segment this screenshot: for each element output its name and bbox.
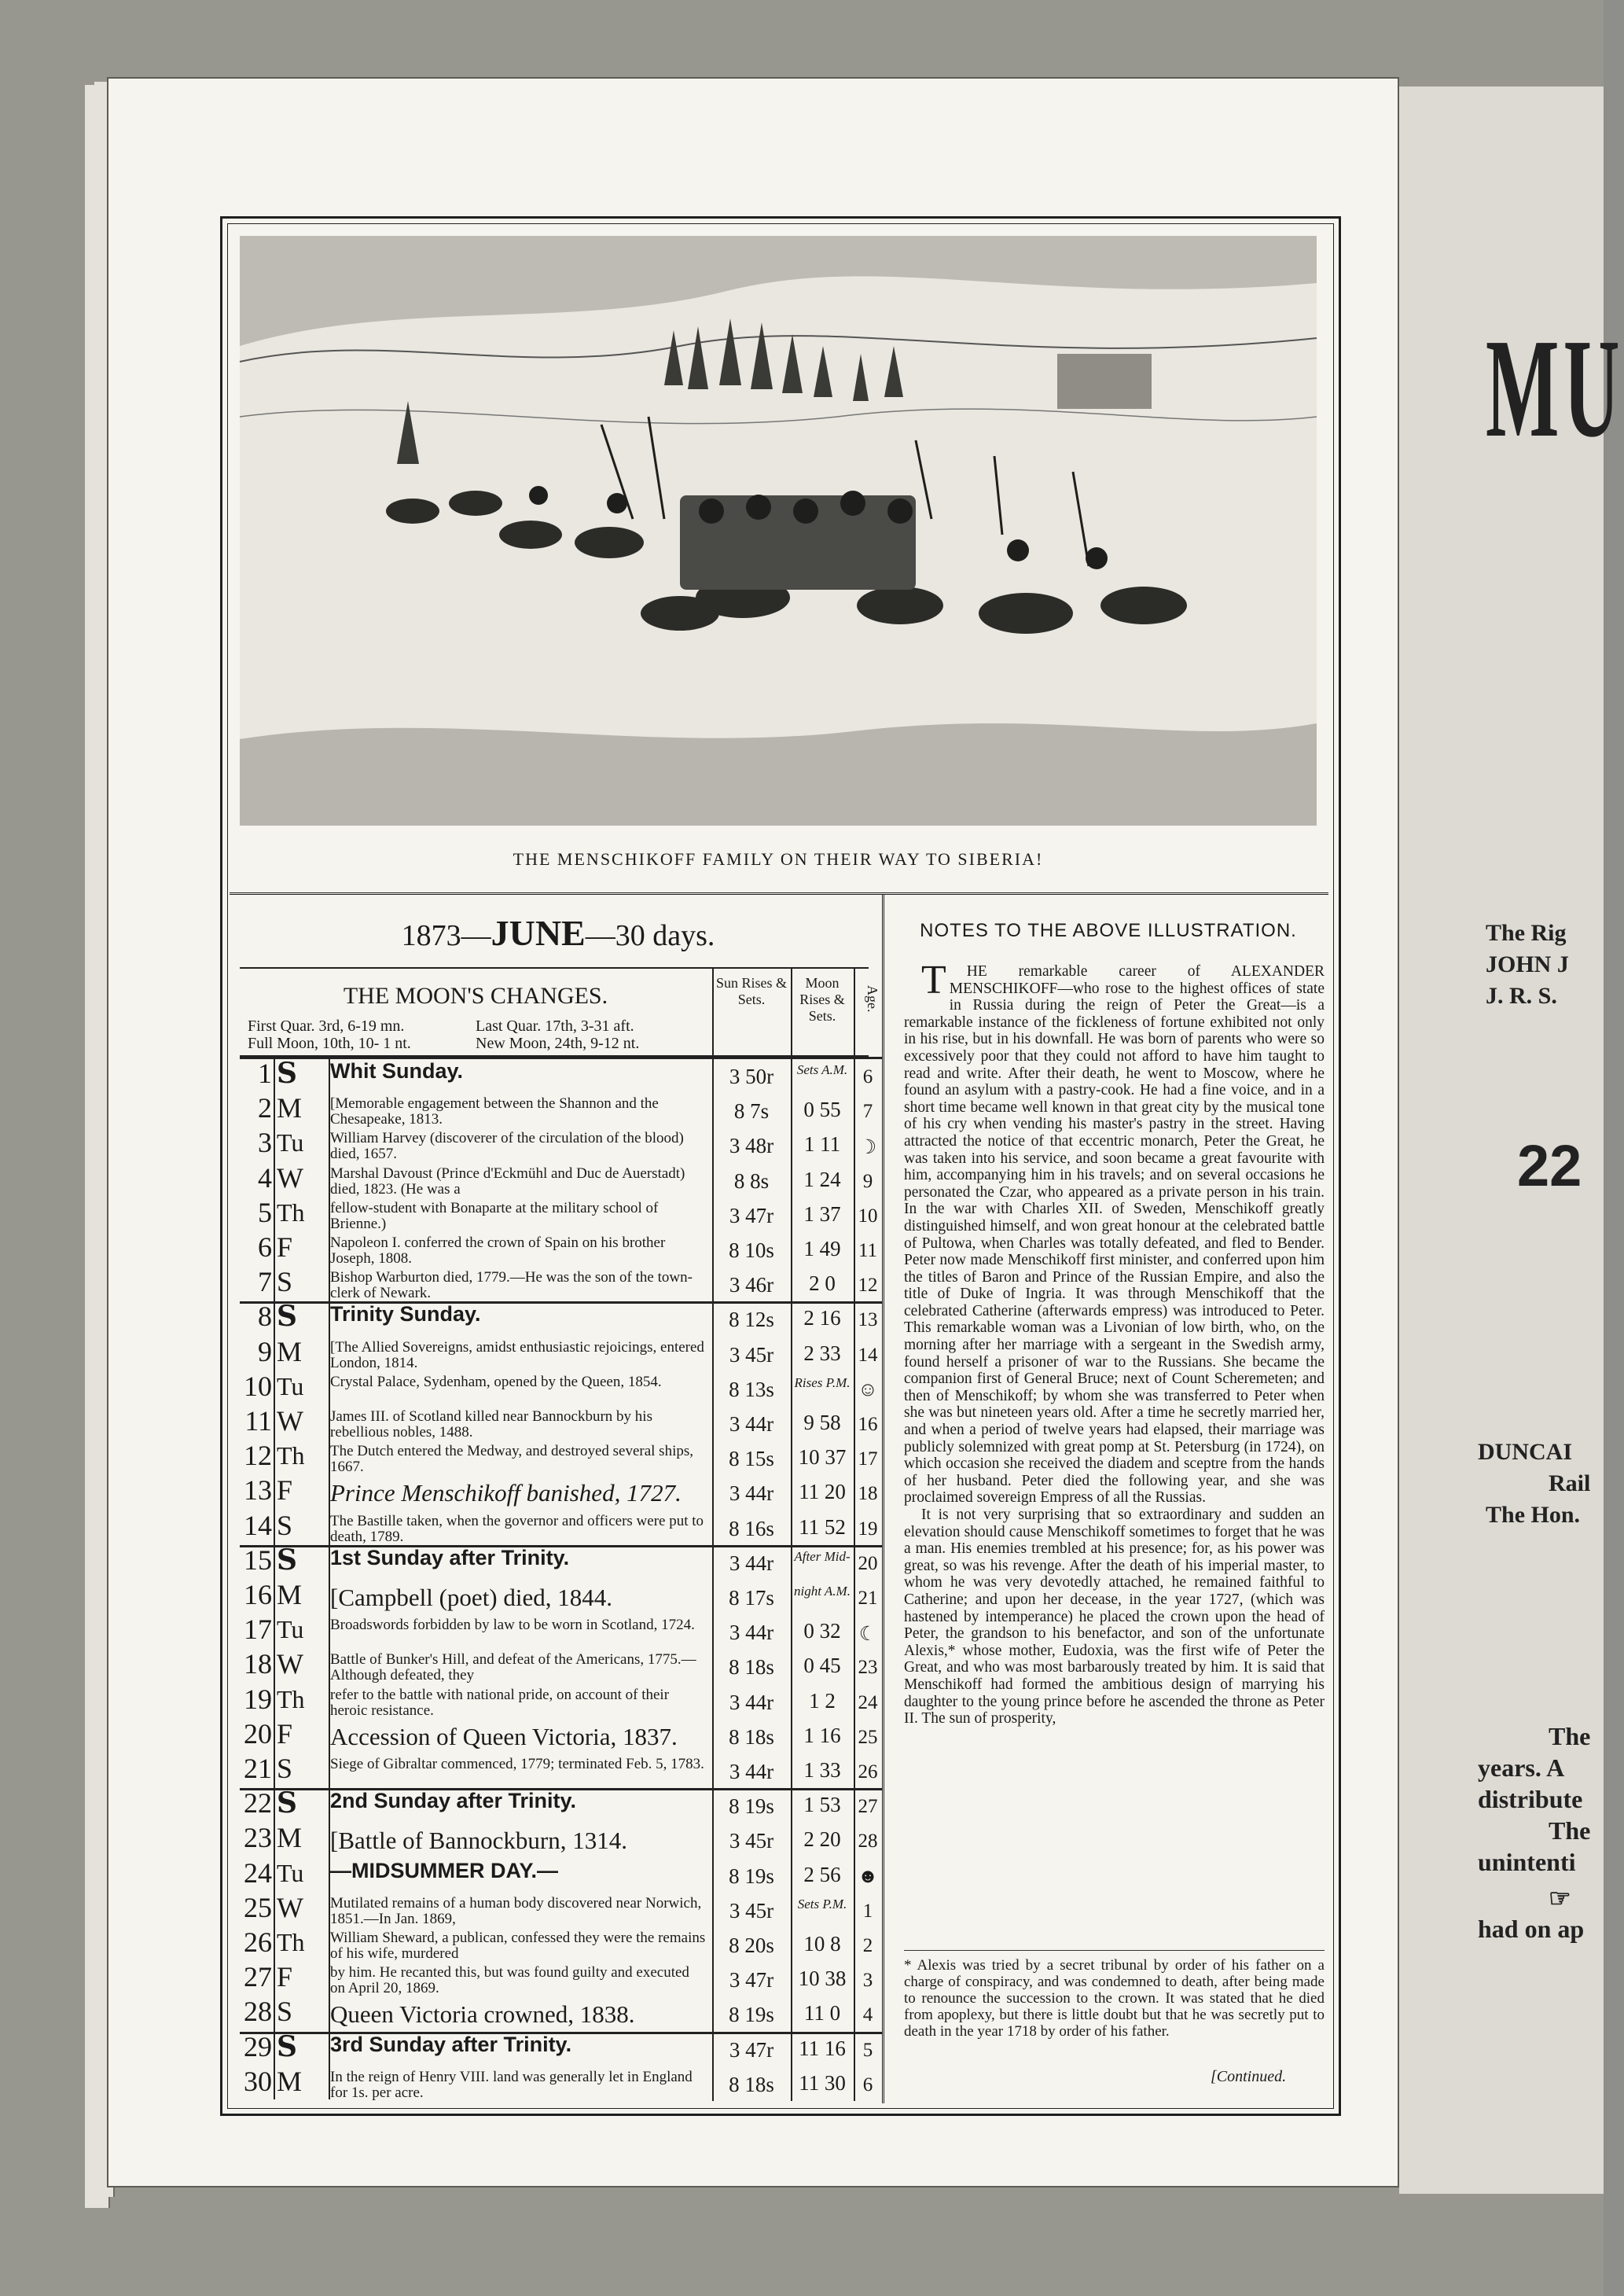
week-divider: [240, 1545, 882, 1547]
day-number: 5: [258, 1196, 272, 1228]
right-number: 22: [1517, 1133, 1582, 1198]
moon-rise-set: 1 16: [803, 1723, 841, 1747]
sun-rise-set: 8 18s: [729, 1655, 774, 1680]
weekday: W: [277, 1648, 303, 1680]
month-year: 1873—: [401, 919, 491, 952]
month-days: —30 days.: [585, 919, 715, 952]
weekday: W: [277, 1161, 303, 1194]
event-text: Accession of Queen Victoria, 1837.: [330, 1722, 678, 1750]
moon-age: 24: [858, 1691, 878, 1713]
event-text: James III. of Scotland killed near Bannockburn by his rebellious nobles, 1488.: [330, 1408, 652, 1441]
day-number: 25: [244, 1891, 272, 1923]
weekday: Th: [277, 1928, 305, 1956]
sun-rise-set: 8 8s: [733, 1168, 770, 1193]
moon-age: 3: [862, 1970, 873, 1992]
moon-age: 13: [858, 1309, 878, 1331]
weekday: M: [277, 1335, 303, 1367]
col-line: [274, 1058, 275, 2099]
event-text: Bishop Warburton died, 1779.—He was the son of the town-clerk of Newark.: [330, 1269, 693, 1302]
sun-rise-set: 3 44r: [729, 1621, 774, 1645]
event-text: Trinity Sunday.: [330, 1302, 481, 1326]
sun-rise-set: 8 12s: [729, 1308, 774, 1332]
moon-rise-set: night A.M.: [794, 1584, 851, 1599]
moon-age: ☽: [858, 1137, 877, 1159]
moon-age: 16: [858, 1414, 878, 1435]
day-number: 7: [258, 1266, 272, 1298]
week-divider: [240, 1057, 882, 1059]
sun-rise-set: 8 10s: [729, 1238, 774, 1262]
right-page: [1399, 86, 1624, 2194]
sun-rise-set: 3 44r: [729, 1412, 774, 1436]
weekday: S: [277, 1996, 293, 2028]
sun-rise-set: 8 19s: [729, 1864, 774, 1888]
day-number: 18: [244, 1648, 272, 1680]
moon-age: 7: [862, 1101, 873, 1123]
event-text: The Dutch entered the Medway, and destroyed several ships, 1667.: [330, 1443, 694, 1476]
sun-rise-set: 3 50r: [729, 1065, 774, 1088]
day-number: 1: [258, 1058, 272, 1089]
sun-rise-set: 8 7s: [733, 1099, 770, 1124]
last-quarter: Last Quar. 17th, 3-31 aft.: [476, 1017, 634, 1035]
moon-rise-set: 9 58: [803, 1411, 841, 1434]
event-text: —MIDSUMMER DAY.—: [330, 1858, 559, 1882]
notes-title: NOTES TO THE ABOVE ILLUSTRATION.: [920, 920, 1297, 941]
moon-rise-set: 2 33: [803, 1341, 841, 1365]
moon-age: 12: [858, 1275, 878, 1297]
moon-rise-set: 2 56: [803, 1862, 841, 1886]
masthead: MU: [1486, 310, 1624, 466]
week-divider: [240, 2032, 882, 2034]
day-number: 2: [258, 1092, 272, 1124]
sun-rise-set: 3 44r: [729, 1690, 774, 1714]
day-number: 6: [258, 1231, 272, 1263]
moon-age: 27: [858, 1796, 878, 1818]
sun-rise-set: 8 18s: [729, 1724, 774, 1749]
moon-rise-set: 10 37: [798, 1445, 847, 1470]
day-number: 20: [244, 1717, 272, 1750]
day-number: 23: [244, 1822, 272, 1854]
sunday-mark: S: [277, 2029, 297, 2063]
day-number: 21: [244, 1753, 272, 1784]
sun-rise-set: 3 44r: [729, 1551, 774, 1575]
moon-age: 26: [858, 1761, 878, 1783]
weekday: F: [277, 1717, 293, 1750]
moon-rise-set: 1 33: [803, 1758, 841, 1782]
pointing-hand-icon: ☞: [1549, 1884, 1571, 1912]
event-text: In the reign of Henry VIII. land was generally let in England for 1s. per acre.: [330, 2068, 693, 2101]
moon-age: ☺: [858, 1378, 878, 1400]
weekday: Th: [277, 1198, 305, 1227]
moon-rise-set: Sets P.M.: [797, 1896, 847, 1911]
weekday: Tu: [277, 1615, 304, 1644]
notes-text: [904, 958, 1325, 1728]
weekday: Tu: [277, 1128, 304, 1157]
weekday: M: [277, 1092, 303, 1124]
weekday: M: [277, 2065, 303, 2097]
weekday: W: [277, 1891, 303, 1923]
event-text: William Sheward, a publican, confessed they were the remains of his wife, murdered: [330, 1930, 706, 1962]
event-text: 2nd Sunday after Trinity.: [330, 1789, 577, 1813]
event-text: Broadswords forbidden by law to be worn in Scotland, 1724.: [330, 1617, 695, 1634]
moon-rise-set: 1 2: [809, 1688, 836, 1713]
moon-rise-set: 1 49: [803, 1237, 841, 1260]
sun-rise-set: 3 46r: [729, 1273, 774, 1297]
section-divider: [230, 892, 1328, 895]
day-number: 29: [244, 2030, 272, 2062]
moon-changes-title: THE MOON'S CHANGES.: [343, 983, 608, 1009]
day-number: 15: [244, 1544, 272, 1576]
moon-rise-set: 1 53: [803, 1793, 841, 1817]
moon-age: ☾: [858, 1624, 877, 1646]
moon-age: 11: [858, 1240, 878, 1261]
weekday: F: [277, 1961, 293, 1993]
event-text: 1st Sunday after Trinity.: [330, 1545, 570, 1569]
moon-rise-set: 10 38: [798, 1967, 847, 1991]
moon-rise-set: 11 52: [799, 1514, 846, 1539]
event-text: The Bastille taken, when the governor and officers were put to death, 1789.: [330, 1512, 704, 1545]
week-divider: [240, 1788, 882, 1790]
moon-age: 17: [858, 1448, 878, 1470]
sun-rise-set: 3 44r: [729, 1760, 774, 1783]
event-text: [The Allied Sovereigns, amidst enthusiastic rejoicings, entered London, 1814.: [330, 1338, 704, 1371]
moon-age: 9: [862, 1170, 873, 1192]
right-line: The: [1549, 1722, 1591, 1750]
moon-age: 4: [862, 2004, 873, 2026]
notes-paragraph: THE remarkable career of ALEXANDER MENSCHIKOFF—who rose to the highest offices of state in Russia during the reign of Peter the Great—is a remarkable instance of the fickleness of fortune exhibited not only in his rise, but in his downfall. He was born of parents who were so excessively poor that they could not afford to have him taught to read and write. After their death, he went to Moscow, where he found an asylum with a pastry-cook. He had a fine voice, and in a short time became well known in that great city by the musical tone of his cry when vending his master's pastry in the street. Having attracted the notice of that eccentric monarch, Peter the Great, he was taken into his service, and soon became a great favourite with him, accompanying him in his travels; and on several occasions he personated the Czar, who appeared as a private person in his train. In the war with Charles XII. of Sweden, Menschikoff greatly distinguished himself, and won great honour at the celebrated battle of Pultowa, when Charles was totally defeated, and fled to Bender. Peter now made Menschikoff first minister, and conferred upon him the titles of Baron and Prince of the Russian Empire, and also the title of Duke of Ingria. It was through Menschikoff that the celebrated Catherine (afterwards empress) was introduced to Peter. This remarkable woman was a Livonian of low birth, who, on the morning after her marriage with a sergeant in the Swedish army, found herself a prisoner of war to the Russians. She became the companion first of General Bruce; next of Count Scheremeten; and then of Menschikoff; by whom she was transferred to Peter when she was but nineteen years old. After a time he secretly married her, and when a period of twelve years had elapsed, their marriage was publicly solemnized with great pomp at St. Petersburg (in 1724), on which occasion she received the diadem and sceptre from the hands of her husband. Peter died the following year, and she was proclaimed sovereign Empress of all the Russias.: [904, 958, 1325, 1507]
moon-age: 5: [862, 2039, 873, 2061]
event-text: Marshal Davoust (Prince d'Eckmühl and Duc de Auerstadt) died, 1823. (He was a: [330, 1165, 685, 1198]
right-line: Rail: [1549, 1470, 1591, 1496]
moon-rise-set: After Mid-: [794, 1548, 851, 1564]
moon-header: Moon Rises & Sets.: [799, 975, 845, 1024]
moon-rise-set: 11 30: [799, 2070, 846, 2095]
sun-rise-set: 8 17s: [729, 1586, 774, 1610]
event-text: Prince Menschikoff banished, 1727.: [330, 1479, 682, 1507]
event-text: Napoleon I. conferred the crown of Spain on his brother Joseph, 1808.: [330, 1234, 666, 1267]
sun-rise-set: 3 44r: [729, 1481, 774, 1506]
sun-rise-set: 3 47r: [729, 2037, 774, 2062]
day-number: 12: [244, 1440, 272, 1472]
event-text: Mutilated remains of a human body discovered near Norwich, 1851.—In Jan. 1869,: [330, 1894, 702, 1927]
right-line: DUNCAI: [1478, 1439, 1572, 1465]
moon-age: 19: [858, 1518, 878, 1540]
day-number: 9: [258, 1335, 272, 1367]
sunday-mark: S: [277, 1543, 297, 1577]
day-number: 17: [244, 1613, 272, 1646]
moon-age: 2: [862, 1935, 873, 1956]
weekday: S: [277, 1266, 293, 1298]
moon-age: 21: [858, 1588, 878, 1609]
event-text: 3rd Sunday after Trinity.: [330, 2032, 572, 2056]
day-number: 3: [258, 1127, 272, 1159]
moon-rise-set: 11 16: [799, 2036, 846, 2060]
weekday: Th: [277, 1441, 305, 1470]
right-line: JOHN J: [1486, 951, 1569, 977]
month-title: [236, 912, 880, 954]
moon-rise-set: 1 24: [803, 1167, 841, 1191]
day-number: 4: [258, 1161, 272, 1194]
moon-rise-set: 2 20: [803, 1827, 841, 1852]
sun-header: Sun Rises & Sets.: [715, 975, 788, 1007]
sun-rise-set: 3 45r: [729, 1829, 774, 1853]
weekday: S: [277, 1509, 293, 1541]
event-text: fellow-student with Bonaparte at the military school of Brienne.): [330, 1199, 659, 1232]
moon-age: 10: [858, 1205, 878, 1227]
moon-age: 25: [858, 1726, 878, 1748]
moon-age: 1: [862, 1900, 873, 1922]
age-header: Age.: [865, 984, 880, 1013]
weekday: M: [277, 1579, 303, 1610]
right-line: had on ap: [1478, 1915, 1585, 1943]
day-number: 14: [244, 1509, 272, 1541]
day-number: 24: [244, 1856, 272, 1889]
right-line: distribute: [1478, 1785, 1583, 1813]
weekday: Th: [277, 1684, 305, 1713]
column-divider: [882, 895, 884, 2103]
sunday-mark: S: [277, 1057, 297, 1090]
event-text: by him. He recanted this, but was found guilty and executed on April 20, 1869.: [330, 1964, 689, 1997]
sun-rise-set: 3 48r: [729, 1134, 774, 1158]
engraving-illustration: [240, 236, 1317, 826]
right-line: J. R. S.: [1486, 983, 1557, 1009]
moon-rise-set: 11 20: [799, 1480, 846, 1504]
moon-rise-set: Sets A.M.: [796, 1062, 848, 1077]
moon-age: 23: [858, 1657, 878, 1679]
right-line: The Hon.: [1486, 1502, 1581, 1528]
moon-rise-set: 2 0: [809, 1271, 836, 1296]
event-text: Crystal Palace, Sydenham, opened by the Queen, 1854.: [330, 1373, 662, 1390]
sunday-mark: S: [277, 1786, 297, 1820]
moon-age: 6: [862, 2073, 873, 2095]
sun-rise-set: 8 13s: [729, 1377, 774, 1401]
sun-rise-set: 3 47r: [729, 1968, 774, 1992]
moon-age: 14: [858, 1344, 878, 1366]
month-name: JUNE: [491, 913, 586, 953]
moon-age: 6: [862, 1066, 873, 1087]
moon-rise-set: Rises P.M.: [794, 1374, 851, 1390]
first-quarter: First Quar. 3rd, 6-19 mn.: [248, 1017, 405, 1035]
footnote: * Alexis was tried by a secret tribunal by order of his father on a charge of conspiracy, and was condemned to death, after being made to renounce the succession to the crown. It was stated that he died from apoplexy, but there is little doubt but that he was secretly put to death in the year 1718 by order of his father.: [904, 1950, 1325, 2040]
day-number: 26: [244, 1926, 272, 1958]
day-number: 28: [244, 1996, 272, 2028]
weekday: Tu: [277, 1858, 304, 1887]
moon-age: 28: [858, 1831, 878, 1853]
day-number: 10: [244, 1370, 272, 1402]
illustration-caption: THE MENSCHIKOFF FAMILY ON THEIR WAY TO SIBERIA!: [513, 849, 1044, 869]
weekday: W: [277, 1405, 303, 1437]
moon-rise-set: 10 8: [803, 1932, 841, 1956]
week-divider: [240, 1301, 882, 1304]
day-number: 8: [258, 1301, 272, 1333]
moon-rise-set: 11 0: [803, 2001, 841, 2026]
event-text: Battle of Bunker's Hill, and defeat of the Americans, 1775.—Although defeated, they: [330, 1651, 696, 1684]
moon-rise-set: 2 16: [803, 1306, 841, 1330]
moon-rise-set: 0 32: [803, 1619, 841, 1643]
right-line: unintenti: [1478, 1848, 1576, 1876]
moon-age: 18: [858, 1483, 878, 1505]
event-text: [Memorable engagement between the Shannon and the Chesapeake, 1813.: [330, 1095, 659, 1128]
moon-rise-set: 0 45: [803, 1654, 841, 1678]
weekday: Tu: [277, 1371, 304, 1400]
weekday: F: [277, 1231, 293, 1263]
notes-paragraph: It is not very surprising that so extraordinary and sudden an elevation should cause Menschikoff sometimes to forget that he was a man. His enemies trembled at his presence; for, as his power was great, so was his revenge. After the death of his imperial master, to whom he was very devotedly attached, he remained faithful to Catherine; and upon her decease, in the year 1727, (which was hastened by intemperance) he placed the crown upon the head of Peter, the grandson to his benefactor, and son of the unfortunate Alexis,* whose mother, Eudoxia, was the first wife of Peter the Great, and who was most barbarously treated by him. It is said that Menschikoff had formed the ambitious design of marrying his daughter to the young prince before he ascended the throne as Peter II. The sun of prosperity,: [904, 1507, 1325, 1728]
event-text: Queen Victoria crowned, 1838.: [330, 2000, 635, 2029]
day-number: 19: [244, 1683, 272, 1715]
sun-rise-set: 3 45r: [729, 1342, 774, 1367]
event-text: William Harvey (discoverer of the circulation of the blood) died, 1657.: [330, 1130, 684, 1163]
sun-rise-set: 3 45r: [729, 1898, 774, 1923]
new-moon: New Moon, 24th, 9-12 nt.: [476, 1035, 640, 1052]
sun-rise-set: 8 20s: [729, 1934, 774, 1957]
moon-rise-set: 0 55: [803, 1098, 841, 1122]
day-number: 13: [244, 1474, 272, 1507]
day-number: 16: [244, 1579, 272, 1610]
event-text: refer to the battle with national pride, on account of their heroic resistance.: [330, 1686, 670, 1719]
day-number: 22: [244, 1787, 272, 1820]
full-moon: Full Moon, 10th, 10- 1 nt.: [248, 1035, 411, 1052]
continued-label: [Continued.: [1211, 2068, 1287, 2085]
right-line: The Rig: [1486, 920, 1567, 946]
sun-rise-set: 8 16s: [729, 1516, 774, 1540]
right-line: The: [1549, 1816, 1591, 1845]
sun-rise-set: 8 19s: [729, 1794, 774, 1819]
moon-rise-set: 1 11: [803, 1132, 841, 1157]
day-number: 11: [244, 1405, 272, 1437]
day-number: 27: [244, 1961, 272, 1993]
sun-rise-set: 8 18s: [729, 2072, 774, 2096]
right-line: years. A: [1478, 1753, 1565, 1782]
event-text: [Campbell (poet) died, 1844.: [330, 1584, 612, 1611]
weekday: M: [277, 1822, 303, 1854]
event-text: [Battle of Bannockburn, 1314.: [330, 1827, 627, 1855]
weekday: S: [277, 1753, 293, 1784]
weekday: F: [277, 1474, 293, 1507]
sun-rise-set: 8 19s: [729, 2003, 774, 2027]
event-text: Whit Sunday.: [330, 1059, 463, 1083]
sunday-mark: S: [277, 1300, 297, 1334]
sun-rise-set: 3 47r: [729, 1203, 774, 1227]
sun-rise-set: 8 15s: [729, 1447, 774, 1471]
moon-age: ☻: [857, 1865, 879, 1887]
moon-rise-set: 1 37: [803, 1201, 841, 1226]
moon-age: 20: [858, 1552, 878, 1574]
event-text: Siege of Gibraltar commenced, 1779; terminated Feb. 5, 1783.: [330, 1756, 704, 1772]
day-number: 30: [244, 2065, 272, 2097]
